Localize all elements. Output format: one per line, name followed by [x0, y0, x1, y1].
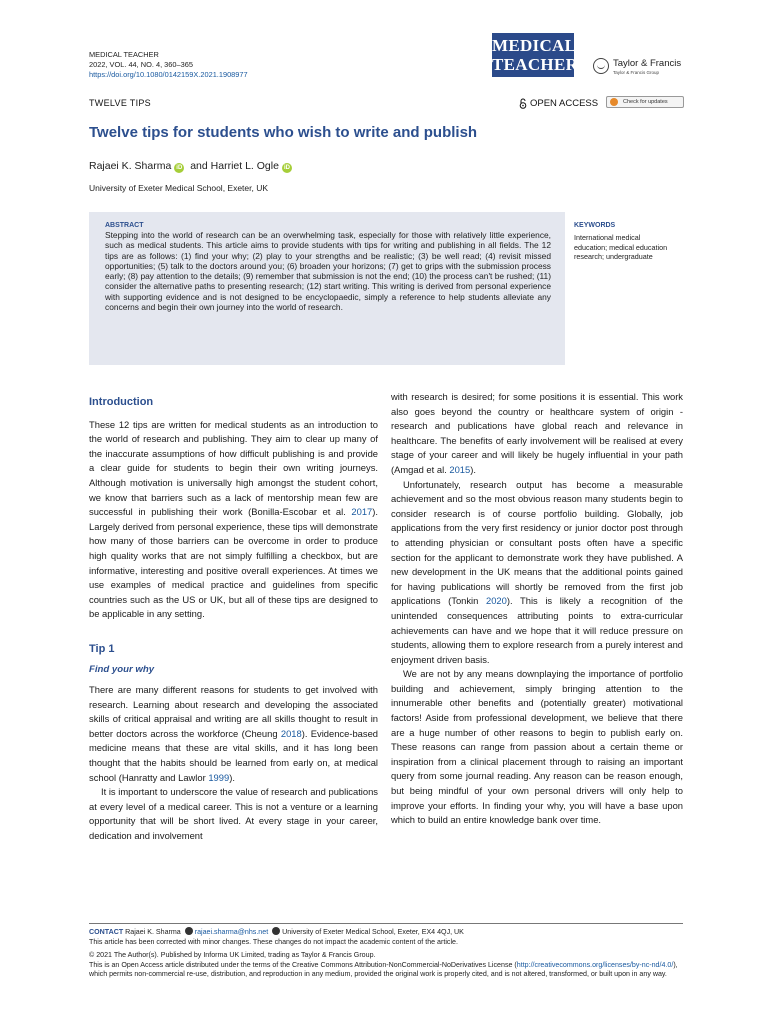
author-conjunction: and	[190, 160, 208, 172]
right-paragraph-1: with research is desired; for some positions it is essential. This work also goes beyond the country or healthcare system of origin - research and publications have global reach and relevance in healthcare. The benefits of early involvement will be realised at every stage of your career and will likely be hugely influential in your path (Amgad et al. 2015).	[391, 391, 683, 475]
check-updates-label: Check for updates	[623, 99, 668, 105]
tip1-paragraph-2: It is important to underscore the value of research and publications at every level of a medical career. This is not a venture or a learning opportunity that will be short lived. At every stage in your career, dedication and involvement	[89, 786, 378, 842]
article-title: Twelve tips for students who wish to write and publish	[89, 124, 478, 141]
doi-link[interactable]: https://doi.org/10.1080/0142159X.2021.1908977	[89, 70, 248, 79]
correction-note: This article has been corrected with minor changes. These changes do not impact the academic content of the article.	[89, 938, 458, 946]
contact-email[interactable]: rajaei.sharma@nhs.net	[194, 928, 269, 936]
citation-link[interactable]: 1999	[208, 771, 230, 783]
email-icon	[185, 927, 193, 935]
footer-divider	[89, 923, 683, 924]
publisher-name: Taylor & Francis	[613, 58, 682, 69]
contact-address: University of Exeter Medical School, Exeter, EX4 4QJ, UK	[282, 928, 464, 936]
publisher-group: Taylor & Francis Group	[613, 70, 660, 75]
citation-link[interactable]: 2017	[351, 506, 373, 518]
author-1[interactable]: Rajaei K. Sharma	[89, 160, 172, 172]
right-paragraph-2: Unfortunately, research output has become a measurable achievement and so the most obvious reason many students begin to consider research is of course portfolio building. Globally, job applications from the very first residency or junior doctor post through to attending physician or consultant posts often have a specific section for the applicant to demonstrate work they have published. A new development in the UK means that the additional points gained for having publications will shortly be removed from the first job applications (Tonkin 2020). This is likely a recognition of the unintended consequences attributing points to extra-curricular achievements can have and we hope that it will reduce pressure on students, allowing them to explore research from a purely interest and enjoyment driven basis.	[391, 478, 683, 665]
logo-line-2: TEACHER	[492, 55, 579, 74]
introduction-heading: Introduction	[89, 396, 154, 408]
right-column	[391, 390, 683, 828]
citation-link[interactable]: 2015	[449, 463, 471, 475]
tip1-paragraph-1: There are many different reasons for students to get involved with research. Learning about research and developing the associated skills of critical appraisal and writing are all skills thought to result in better doctors across the workforce (Cheung 2018). Evidence-based medicine means that these are vital skills, and it has long been thought that the habits should be learned from early on, at medical school (Hanratty and Lawlor 1999).	[89, 684, 378, 783]
citation-link[interactable]: 2018	[280, 727, 302, 739]
left-column	[89, 395, 378, 844]
keywords-list: International medical education; medical education research; undergraduate	[574, 233, 668, 261]
journal-logo	[492, 33, 579, 77]
abstract-box	[89, 212, 565, 365]
right-paragraph-3: We are not by any means downplaying the importance of portfolio building and achievement, simply bringing attention to the innumerable other benefits and (potentially greater) motivational factors! Aside from professional development, we believe that there are a huge number of other reasons to begin to publish early on. These reasons can range from passion about a certain theme or inspiration from a clinical placement through to raising an important query from some journal reading. Any reason can be reason enough, but being mindful of your own personal drivers will only help to improve your efforts. In finding your why, you will have a base upon which to build an entire knowledge bank over time.	[391, 668, 683, 826]
article-section: TWELVE TIPS	[89, 98, 151, 108]
logo-line-1: MEDICAL	[492, 36, 577, 55]
contact-line	[89, 927, 683, 937]
volume-info: 2022, VOL. 44, NO. 4, 360–365	[89, 60, 193, 69]
contact-name: Rajaei K. Sharma	[125, 928, 181, 936]
license-text: This is an Open Access article distributed under the terms of the Creative Commons Attribution-NonCommercial-NoDerivatives License (http://creativecommons.org/licenses/by-nc-nd/4.0/), which permits non-commercial re-use, distribution, and reproduction in any medium, provided the original work is properly cited, and is not altered, transformed, or built upon in any way.	[89, 961, 678, 979]
check-for-updates-button[interactable]	[606, 96, 684, 108]
citation-link[interactable]: 2020	[485, 595, 507, 607]
introduction-paragraph: These 12 tips are written for medical students as an introduction to the world of research and publishing. They aim to clear up many of the inaccurate assumptions of how difficult publishing is and provide a clear guide for students to begin their own writing journeys. Although motivation is universally high amongst the student cohort, we know that barriers such as a lack of mentorship mean few are successful in publishing their work (Bonilla-Escobar et al. 2017). Largely derived from personal experience, these tips will demonstrate how many of those barriers can be overcome in order to produce high quality works that are not simply fulfilling a checkbox, but are informative, interesting and positive overall experiences. At times we use examples of medical practice and guidelines from specific countries such as the US or UK, but all of these tips are designed to be applicable in any setting.	[89, 418, 378, 620]
contact-label: CONTACT	[89, 928, 124, 936]
affiliation: University of Exeter Medical School, Exeter, UK	[89, 183, 269, 193]
publisher-logo-icon	[593, 58, 609, 74]
open-access-icon	[519, 98, 527, 109]
journal-name: MEDICAL TEACHER	[89, 50, 159, 59]
abstract-heading: ABSTRACT	[105, 222, 144, 229]
abstract-text: Stepping into the world of research can be an overwhelming task, especially for those with relatively little experience, such as medical students. This article aims to provide students with tips for writing and publishing in all fields. The 12 tips are as follows: (1) find your why; (2) play to your strengths and be realistic; (3) be well read; (4) revisit missed opportunities; (5) talk to the doctors around you; (6) broaden your horizons; (7) get to grips with the submission process early; (8) pay attention to the details; (9) remember that submission is not the end; (10) the process can't be rushed; (11) consider the alternative paths to presenting research; (12) start writing. This writing is derived from personal experience with supporting evidence and is not designed to be encyclopaedic, simply a reference to help students alleviate any concerns and begin their own journey into the world of research.	[105, 230, 551, 313]
open-access-label: OPEN ACCESS	[530, 98, 599, 109]
orcid-icon[interactable]: iD	[176, 165, 183, 171]
author-list	[89, 160, 295, 173]
copyright-line: © 2021 The Author(s). Published by Informa UK Limited, trading as Taylor & Francis Group.	[89, 951, 376, 959]
license-link[interactable]: http://creativecommons.org/licenses/by-nc-nd/4.0/	[516, 961, 674, 969]
orcid-icon[interactable]: iD	[283, 165, 290, 171]
author-2[interactable]: Harriet L. Ogle	[210, 160, 279, 172]
address-icon	[272, 927, 280, 935]
tip1-heading: Tip 1	[89, 642, 115, 655]
keywords-heading: KEYWORDS	[574, 222, 616, 229]
journal-meta	[89, 50, 248, 80]
tip1-subheading: Find your why	[89, 663, 155, 675]
